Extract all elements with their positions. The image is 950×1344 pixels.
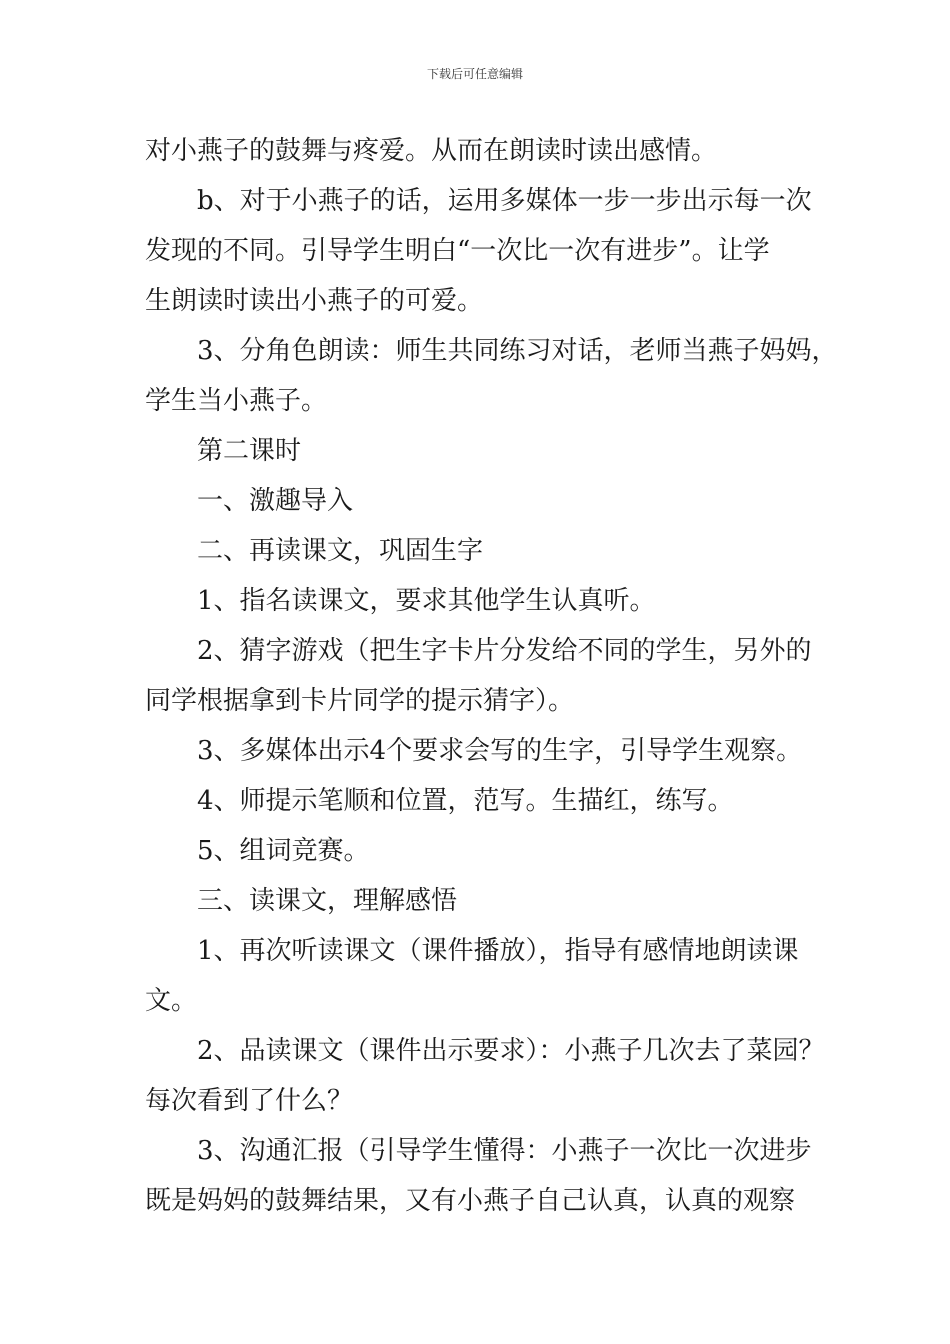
text-line: 3、多媒体出示4个要求会写的生字，引导学生观察。 — [197, 736, 803, 766]
text-line: 1、再次听读课文（课件播放），指导有感情地朗读课 — [197, 936, 799, 966]
text-line: b、对于小燕子的话，运用多媒体一步一步出示每一次 — [197, 186, 812, 216]
text-line: 每次看到了什么？ — [145, 1086, 354, 1116]
text-line: 2、猜字游戏（把生字卡片分发给不同的学生，另外的 — [197, 636, 812, 666]
text-line: 2、品读课文（课件出示要求）：小燕子几次去了菜园？ — [197, 1036, 825, 1066]
text-line: 3、分角色朗读：师生共同练习对话，老师当燕子妈妈， — [197, 336, 838, 366]
text-line: 学生当小燕子。 — [145, 386, 328, 416]
text-line: 同学根据拿到卡片同学的提示猜字）。 — [145, 686, 575, 716]
page-header: 下载后可任意编辑 — [426, 67, 523, 81]
text-line: 发现的不同。引导学生明白“一次比一次有进步”。让学 — [145, 236, 770, 266]
text-line: 既是妈妈的鼓舞结果，又有小燕子自己认真，认真的观察 — [145, 1186, 796, 1216]
text-line: 对小燕子的鼓舞与疼爱。从而在朗读时读出感情。 — [145, 136, 718, 166]
text-line: 生朗读时读出小燕子的可爱。 — [145, 286, 484, 316]
text-line: 文。 — [145, 986, 198, 1016]
text-line: 4、师提示笔顺和位置，范写。生描红，练写。 — [197, 786, 734, 816]
section-heading: 三、读课文，理解感悟 — [197, 886, 458, 916]
section-heading: 第二课时 — [197, 436, 302, 466]
section-heading: 一、激趣导入 — [197, 486, 354, 516]
text-line: 1、指名读课文，要求其他学生认真听。 — [197, 586, 656, 616]
text-line: 3、沟通汇报（引导学生懂得：小燕子一次比一次进步 — [197, 1136, 812, 1166]
section-heading: 二、再读课文，巩固生字 — [197, 536, 484, 566]
text-line: 5、组词竞赛。 — [197, 836, 370, 866]
document-body — [145, 126, 838, 1226]
